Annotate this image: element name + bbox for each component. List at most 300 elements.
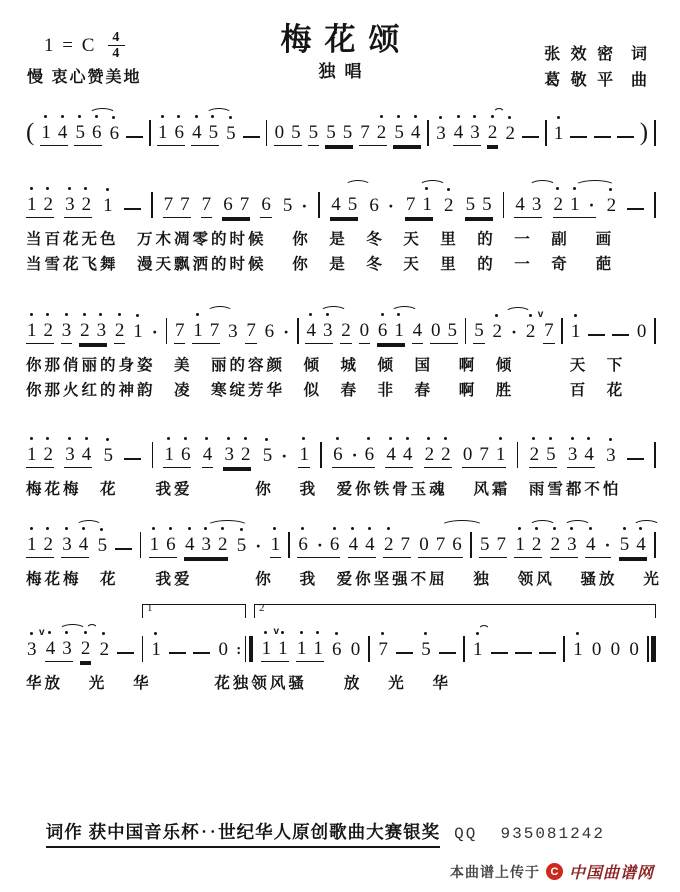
octave-dot <box>609 438 612 441</box>
barline <box>320 442 322 468</box>
note-group <box>296 639 324 662</box>
note: 5 <box>447 320 457 341</box>
note: 7 <box>479 444 489 465</box>
octave-dot <box>83 313 86 316</box>
note: 2 <box>488 123 498 142</box>
note: 6 <box>330 535 340 554</box>
note-group <box>97 536 109 558</box>
note: 6 <box>92 123 102 142</box>
music-system <box>26 176 656 277</box>
note: 1 <box>394 321 404 340</box>
note: 6 <box>264 321 275 342</box>
song-title: 梅花颂 <box>280 22 413 57</box>
breath-mark: v <box>38 627 45 638</box>
duration-dash <box>193 652 210 654</box>
octave-dot <box>195 115 198 118</box>
octave-dot <box>106 438 109 441</box>
octave-dot <box>82 527 85 530</box>
duration-dash <box>115 548 132 550</box>
tie-arc <box>505 307 530 319</box>
repeat-barline <box>236 636 253 662</box>
open-paren: ( <box>26 119 35 146</box>
note: 4 <box>365 535 375 554</box>
note-group <box>492 322 519 344</box>
octave-dot <box>589 527 592 530</box>
note: 4 <box>403 445 413 464</box>
duration-dash <box>617 136 634 138</box>
note-group <box>340 321 352 344</box>
duration-dash <box>396 652 413 654</box>
note-group <box>377 640 389 662</box>
lyricist-credit: 张 效 密 词 <box>544 46 650 63</box>
octave-dot <box>397 313 400 316</box>
breath-mark: v <box>273 626 280 637</box>
note: 1 <box>41 123 51 142</box>
music-system <box>26 602 656 696</box>
time-signature-numerator: 4 <box>108 30 125 46</box>
time-signature-denominator: 4 <box>112 46 122 62</box>
tie-arc <box>207 306 234 318</box>
note: 7 <box>163 194 174 215</box>
music-line <box>26 104 656 146</box>
note-group <box>424 445 452 468</box>
note-group <box>610 640 622 662</box>
note: 3 <box>323 321 333 340</box>
note: 0 <box>629 639 639 660</box>
note-group <box>298 445 310 468</box>
octave-dot <box>46 187 49 190</box>
note: 0 <box>359 320 370 341</box>
octave-dot <box>65 631 68 634</box>
note: 1 <box>554 124 564 143</box>
qq-contact: QQ 935081242 <box>454 825 605 843</box>
note-group <box>487 123 499 146</box>
final-barline <box>647 636 656 662</box>
note: 3 <box>65 445 75 464</box>
tie-arc <box>529 180 556 192</box>
barline <box>166 318 168 344</box>
note: 5 <box>75 123 85 142</box>
barline <box>151 192 153 218</box>
note-group <box>26 627 45 662</box>
note-group <box>191 123 219 146</box>
note: 1 <box>27 195 37 214</box>
note: 2 <box>532 535 542 554</box>
note-group <box>359 123 387 146</box>
barline <box>647 636 649 662</box>
note: 0 <box>419 534 429 555</box>
barline <box>545 120 547 146</box>
note: 5 <box>291 122 301 143</box>
note: 1 <box>573 640 583 659</box>
octave-dot <box>387 527 390 530</box>
note: 1 <box>271 535 281 554</box>
octave-dot <box>557 116 560 119</box>
duration-dash <box>126 136 143 138</box>
octave-dot <box>570 527 573 530</box>
note: 2 <box>551 535 561 554</box>
duration-dash <box>539 652 556 654</box>
octave-dot <box>556 187 559 190</box>
note-group <box>348 535 376 558</box>
lyrics-line: 你那火红的神韵 凌 寒绽芳华 似 春 非 春 啊 胜 百 花 <box>26 382 626 399</box>
note-group <box>184 535 229 558</box>
tie-arc <box>529 520 556 532</box>
note-group <box>553 124 565 146</box>
note-group <box>514 195 542 218</box>
note-group <box>227 322 239 344</box>
octave-dot <box>476 632 479 635</box>
note-group <box>636 322 648 344</box>
octave-dot <box>457 115 460 118</box>
note-group <box>572 640 584 662</box>
note-group <box>45 639 73 662</box>
note-group <box>418 535 463 558</box>
note: 2 <box>530 445 540 464</box>
lyrics-line: 华放 光 华 花独领风骚 放 光 华 <box>26 675 452 692</box>
note: 6 <box>261 194 271 215</box>
octave-dot <box>473 115 476 118</box>
note: 2 <box>100 640 110 659</box>
volta-label: 2 <box>259 602 265 614</box>
note: 2 <box>384 535 394 554</box>
octave-dot <box>491 115 494 118</box>
performance-type: 独唱 <box>318 62 371 81</box>
barline <box>152 442 154 468</box>
octave-dot <box>380 115 383 118</box>
note-group <box>606 196 618 218</box>
note: 4 <box>584 445 594 464</box>
tie-arc <box>391 306 418 318</box>
note-group <box>163 195 191 218</box>
note: 6 <box>369 195 379 216</box>
note: 1 <box>496 445 506 464</box>
octave-dot <box>205 437 208 440</box>
key-signature-text: 1 = C <box>44 34 97 56</box>
octave-dot <box>397 115 400 118</box>
tie-arc <box>633 520 660 532</box>
note-group <box>223 445 251 468</box>
note-group <box>163 445 191 468</box>
barline <box>654 192 656 218</box>
octave-dot <box>65 313 68 316</box>
octave-dot <box>439 116 442 119</box>
note-group <box>109 124 121 146</box>
note-group <box>264 322 291 344</box>
octave-dot <box>302 437 305 440</box>
note-group <box>174 321 186 344</box>
octave-dot <box>381 632 384 635</box>
note: 5 <box>347 194 358 215</box>
octave-dot <box>326 313 329 316</box>
note: 2 <box>44 321 54 340</box>
octave-dot <box>152 527 155 530</box>
octave-dot <box>444 437 447 440</box>
augmentation-dot: · <box>604 535 611 555</box>
note: 1 <box>164 445 174 464</box>
duration-dash <box>117 652 134 654</box>
thick-barline <box>249 636 254 662</box>
octave-dot <box>316 631 319 634</box>
octave-dot <box>335 632 338 635</box>
octave-dot <box>184 437 187 440</box>
note: 3 v <box>27 627 45 660</box>
octave-dot <box>169 527 172 530</box>
uploaded-by-text: 本曲谱上传于 <box>449 863 540 880</box>
qupu-logo-icon: C <box>546 863 563 880</box>
octave-dot <box>336 437 339 440</box>
note: 4 <box>386 445 396 464</box>
octave-dot <box>244 437 247 440</box>
note: 5 <box>308 122 319 143</box>
note-group <box>628 640 640 662</box>
note: 6 <box>110 124 120 143</box>
note: 5 <box>98 536 108 555</box>
note: 5 <box>421 640 431 659</box>
barline <box>654 318 656 344</box>
music-line <box>26 176 656 218</box>
note-group <box>504 124 516 146</box>
octave-dot <box>30 313 33 316</box>
augmentation-dot: · <box>588 195 595 215</box>
note: 3 <box>568 445 578 464</box>
note-group <box>61 321 73 344</box>
note-group <box>412 321 424 344</box>
note: 2 <box>444 196 454 215</box>
duration-dash <box>515 652 532 654</box>
barline <box>318 192 320 218</box>
note: 1 <box>571 322 581 341</box>
tempo-marking: 慢 衷心赞美地 <box>27 69 142 86</box>
volta-bracket <box>142 604 246 618</box>
tie-arc <box>76 520 103 532</box>
note: 6 <box>365 445 375 464</box>
note: 5 <box>326 122 336 143</box>
note-group <box>368 196 395 218</box>
note: 3 <box>62 535 72 554</box>
octave-dot <box>639 527 642 530</box>
octave-dot <box>381 313 384 316</box>
note-group <box>473 321 485 344</box>
breath-mark: v <box>537 309 544 320</box>
note: 1 <box>278 639 288 658</box>
note-group <box>331 640 343 662</box>
barline <box>297 318 299 344</box>
note-group <box>385 445 413 468</box>
octave-dot <box>118 313 121 316</box>
note: 3 <box>97 321 107 340</box>
note: 7 <box>544 320 554 341</box>
note-group <box>462 445 507 468</box>
duration-dash <box>491 652 508 654</box>
note-group <box>192 321 220 344</box>
note: 2 <box>425 445 435 464</box>
octave-dot <box>161 115 164 118</box>
note: 5 <box>342 122 353 143</box>
note-group <box>570 322 582 344</box>
note: 5 <box>263 446 273 465</box>
octave-dot <box>95 115 98 118</box>
octave-dot <box>549 437 552 440</box>
note: 7 <box>360 122 370 143</box>
note: 4 <box>203 445 213 464</box>
note: 0 <box>430 320 441 341</box>
note-group <box>330 195 358 218</box>
note-group <box>236 536 263 558</box>
note: 1 <box>422 195 432 214</box>
music-line <box>26 426 656 468</box>
note-group <box>585 535 612 558</box>
note-group <box>102 196 114 218</box>
note-group <box>430 321 458 344</box>
barline <box>654 120 656 146</box>
note-group <box>567 445 595 468</box>
note: 1 <box>133 322 143 341</box>
note: 6 <box>223 194 233 215</box>
note: 0 <box>350 639 361 660</box>
note: 2 <box>82 195 92 214</box>
octave-dot <box>188 527 191 530</box>
octave-dot <box>587 437 590 440</box>
augmentation-dot: · <box>301 196 308 216</box>
duration-dash <box>594 136 611 138</box>
note-group <box>465 195 493 218</box>
note: 1 v <box>261 626 280 659</box>
note: 1 <box>150 535 160 554</box>
note-group <box>453 123 481 146</box>
barline <box>245 636 247 662</box>
note: 0 <box>636 321 647 342</box>
note: 7 <box>180 194 190 215</box>
note: 0 <box>218 639 229 660</box>
octave-dot <box>529 314 532 317</box>
credits <box>544 42 650 93</box>
note: 2 v <box>525 309 544 342</box>
octave-dot <box>406 437 409 440</box>
note: 3 <box>65 195 75 214</box>
note: 7 <box>209 320 220 341</box>
octave-dot <box>623 527 626 530</box>
octave-dot <box>30 437 33 440</box>
note: 2 <box>44 195 54 214</box>
barline <box>465 318 467 344</box>
note-group <box>74 123 102 146</box>
octave-dot <box>61 115 64 118</box>
duration-dash <box>588 334 605 336</box>
octave-dot <box>84 631 87 634</box>
note-group <box>79 321 107 344</box>
note-group <box>40 123 68 146</box>
octave-dot <box>48 631 51 634</box>
tie-arc <box>59 624 86 636</box>
note: 1 <box>151 640 161 659</box>
note-group <box>377 321 405 344</box>
note: 2 <box>80 321 90 340</box>
note: 2 <box>115 321 125 340</box>
barline <box>140 532 142 558</box>
note: 2 <box>218 535 228 554</box>
octave-dot <box>351 527 354 530</box>
note: 3 <box>470 123 480 142</box>
composer-credit: 葛 敬 平 曲 <box>544 71 650 89</box>
augmentation-dot: · <box>351 445 358 465</box>
note-group <box>26 535 54 558</box>
octave-dot <box>68 187 71 190</box>
note: 2 <box>377 123 387 142</box>
note: 4 <box>454 123 464 142</box>
note: 4 <box>349 535 359 554</box>
note: 4 <box>82 445 92 464</box>
augmentation-dot: · <box>255 536 262 556</box>
note: 6 <box>166 535 176 554</box>
octave-dot <box>112 116 115 119</box>
octave-dot <box>495 314 498 317</box>
octave-dot <box>46 527 49 530</box>
note-group <box>305 321 333 344</box>
note: 2 <box>505 124 515 143</box>
note: 7 <box>174 320 185 341</box>
octave-dot <box>273 527 276 530</box>
octave-dot <box>136 314 139 317</box>
note-group <box>64 445 92 468</box>
note-group <box>472 640 484 662</box>
octave-dot <box>499 437 502 440</box>
duration-dash <box>243 136 260 138</box>
note: 2 <box>241 445 251 464</box>
octave-dot <box>424 632 427 635</box>
note: 4 <box>515 194 525 215</box>
note: 5 <box>282 195 293 216</box>
note: 4 <box>58 123 68 142</box>
note-group <box>529 445 557 468</box>
octave-dot <box>102 632 105 635</box>
tie-arc <box>493 108 505 120</box>
octave-dot <box>571 437 574 440</box>
note: 4 <box>192 123 202 142</box>
award-note <box>34 798 605 844</box>
octave-dot <box>85 437 88 440</box>
note: 5 <box>226 124 236 143</box>
note-group <box>149 535 177 558</box>
note: 0 <box>610 639 621 660</box>
octave-dot <box>553 527 556 530</box>
note: 1 <box>297 639 307 658</box>
site-name: 中国曲谱网 <box>568 865 654 882</box>
note-group <box>26 195 54 218</box>
tie-arc <box>345 180 372 192</box>
note-group <box>245 321 257 344</box>
note: 2 <box>44 445 54 464</box>
note-group <box>61 535 89 558</box>
lyrics-line: 你那俏丽的身姿 美 丽的容颜 倾 城 倾 国 啊 倾 天 下 <box>26 357 626 374</box>
music-system <box>26 516 662 592</box>
note-group <box>297 535 340 558</box>
note-group <box>80 639 92 662</box>
note: 4 <box>306 321 316 340</box>
note: 5 <box>482 194 492 215</box>
note-group <box>270 535 282 558</box>
duration-dash <box>169 652 186 654</box>
note: 5 <box>465 194 476 215</box>
octave-dot <box>196 313 199 316</box>
note: 1 <box>27 445 37 464</box>
octave-dot <box>301 527 304 530</box>
note-group <box>308 123 320 146</box>
note: 6 <box>333 445 343 464</box>
augmentation-dot: · <box>387 196 394 216</box>
note: 0 <box>462 444 473 465</box>
octave-dot <box>240 528 243 531</box>
